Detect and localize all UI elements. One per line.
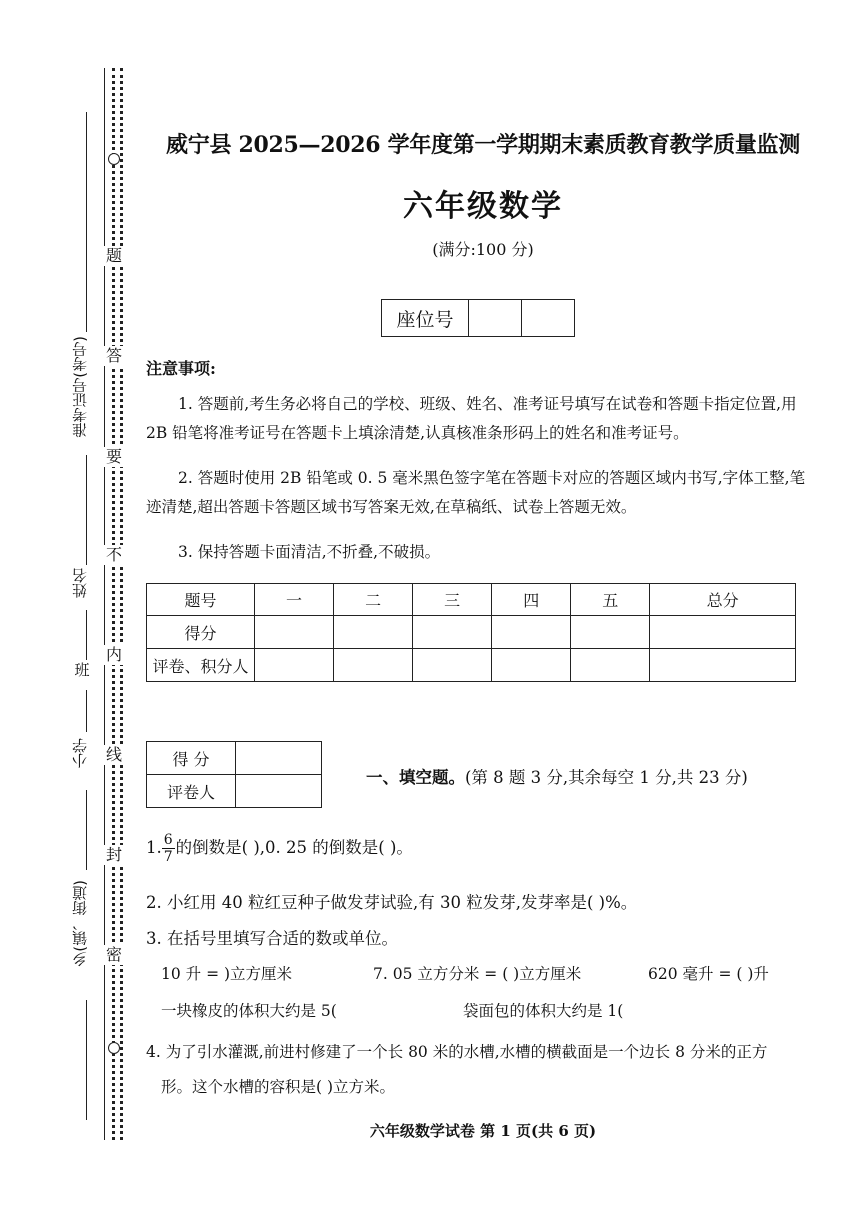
binding-line: [104, 68, 105, 1140]
seat-digit-1[interactable]: [469, 300, 522, 337]
exam-title: 威宁县 2025—2026 学年度第一学期期末素质教育教学质量监测: [166, 132, 800, 158]
binding-circle-bottom: [108, 1042, 120, 1054]
section-grader-label: 评卷人: [147, 775, 236, 808]
binding-circle-top: [108, 153, 120, 165]
question-1: [146, 832, 413, 865]
note-item: 1. 答题前,考生务必将自己的学校、班级、姓名、准考证号填写在试卷和答题卡指定位置,用 2B 铅笔将准考证号在答题卡上填涂清楚,认真核准条形码上的姓名和准考证号。: [146, 395, 797, 442]
seal-char: 答: [105, 346, 122, 365]
subject-title: 六年级数学: [403, 189, 563, 224]
section-score-cell[interactable]: [236, 742, 322, 775]
exam-number-blank[interactable]: [86, 112, 87, 332]
page-footer: 六年级数学试卷 第 1 页(共 6 页): [369, 1122, 597, 1140]
name-label: 姓名: [71, 568, 89, 598]
q1-prefix: 1.: [146, 838, 162, 857]
score-cell[interactable]: [334, 616, 413, 649]
full-score: (满分:100 分): [432, 240, 534, 259]
seat-label: 座位号: [382, 300, 469, 337]
school-label: 小学: [71, 738, 89, 768]
score-header: 总分: [650, 584, 796, 616]
question-3d: 一块橡皮的体积大约是 5(: [161, 1002, 337, 1020]
question-2: 2. 小红用 40 粒红豆种子做发芽试验,有 30 粒发芽,发芽率是( )%。: [146, 893, 638, 912]
town-blank-lower[interactable]: [86, 1000, 87, 1120]
question-3c: 620 毫升 = ( )升: [648, 965, 769, 983]
binding-dotted-line-2: [120, 68, 123, 1140]
score-cell[interactable]: [413, 616, 492, 649]
seat-digit-2[interactable]: [522, 300, 575, 337]
score-header: 五: [571, 584, 650, 616]
seal-char: 线: [105, 745, 122, 764]
fraction-numerator: 6: [163, 832, 173, 848]
score-cell[interactable]: [571, 616, 650, 649]
section-grader-cell[interactable]: [236, 775, 322, 808]
note-item: 3. 保持答题卡面清洁,不折叠,不破损。: [178, 543, 441, 561]
school-blank[interactable]: [86, 690, 87, 732]
score-cell[interactable]: [571, 649, 650, 682]
score-header: 题号: [147, 584, 255, 616]
seal-char: 不: [105, 545, 122, 564]
score-cell[interactable]: [255, 616, 334, 649]
seal-char: 内: [105, 645, 122, 664]
score-cell[interactable]: [650, 616, 796, 649]
town-blank[interactable]: [86, 790, 87, 870]
score-header: 一: [255, 584, 334, 616]
score-cell[interactable]: [413, 649, 492, 682]
question-4-line2: 形。这个水槽的容积是( )立方米。: [161, 1078, 396, 1096]
seal-char: 封: [105, 845, 122, 864]
score-header: 二: [334, 584, 413, 616]
binding-dotted-line-1: [112, 68, 115, 1140]
score-cell[interactable]: [255, 649, 334, 682]
question-3a: 10 升 = )立方厘米: [161, 965, 293, 983]
score-cell[interactable]: [334, 649, 413, 682]
notes-heading: 注意事项:: [146, 359, 216, 378]
score-row-label: 评卷、积分人: [147, 649, 255, 682]
section-note: (第 8 题 3 分,其余每空 1 分,共 23 分): [465, 768, 748, 787]
class-blank[interactable]: [86, 610, 87, 660]
question-3b: 7. 05 立方分米 = ( )立方厘米: [373, 965, 582, 983]
score-header: 三: [413, 584, 492, 616]
seat-number-box: [381, 299, 575, 337]
q1-text: 的倒数是( ),0. 25 的倒数是( )。: [175, 838, 413, 857]
note-item: 2. 答题时使用 2B 铅笔或 0. 5 毫米黑色签字笔在答题卡对应的答题区域内书写,字体工整,笔迹清楚,超出答题卡答题区域书写答案无效,在草稿纸、试卷上答题无效。: [146, 469, 806, 516]
score-header: 四: [492, 584, 571, 616]
section-score-box: [146, 741, 322, 808]
exam-number-label: 准考证号(考号): [71, 336, 89, 438]
question-3: 3. 在括号里填写合适的数或单位。: [146, 929, 398, 948]
fraction: [162, 832, 175, 865]
section-title: 一、填空题。: [366, 768, 465, 787]
seal-char: 密: [105, 945, 122, 964]
score-cell[interactable]: [492, 616, 571, 649]
section-score-label: 得 分: [147, 742, 236, 775]
seal-char: 题: [105, 246, 122, 265]
town-label: 乡(镇、街道): [71, 880, 89, 967]
class-label: 班: [74, 661, 90, 679]
score-table: [146, 583, 796, 682]
question-4-line1: 4. 为了引水灌溉,前进村修建了一个长 80 米的水槽,水槽的横截面是一个边长 8 分米的正方: [146, 1043, 768, 1061]
question-3e: 袋面包的体积大约是 1(: [463, 1002, 624, 1020]
score-row-label: 得分: [147, 616, 255, 649]
score-cell[interactable]: [492, 649, 571, 682]
seal-char: 要: [105, 447, 122, 466]
section-heading: [366, 764, 748, 788]
fraction-denominator: 7: [163, 849, 173, 865]
name-blank[interactable]: [86, 455, 87, 565]
score-cell[interactable]: [650, 649, 796, 682]
